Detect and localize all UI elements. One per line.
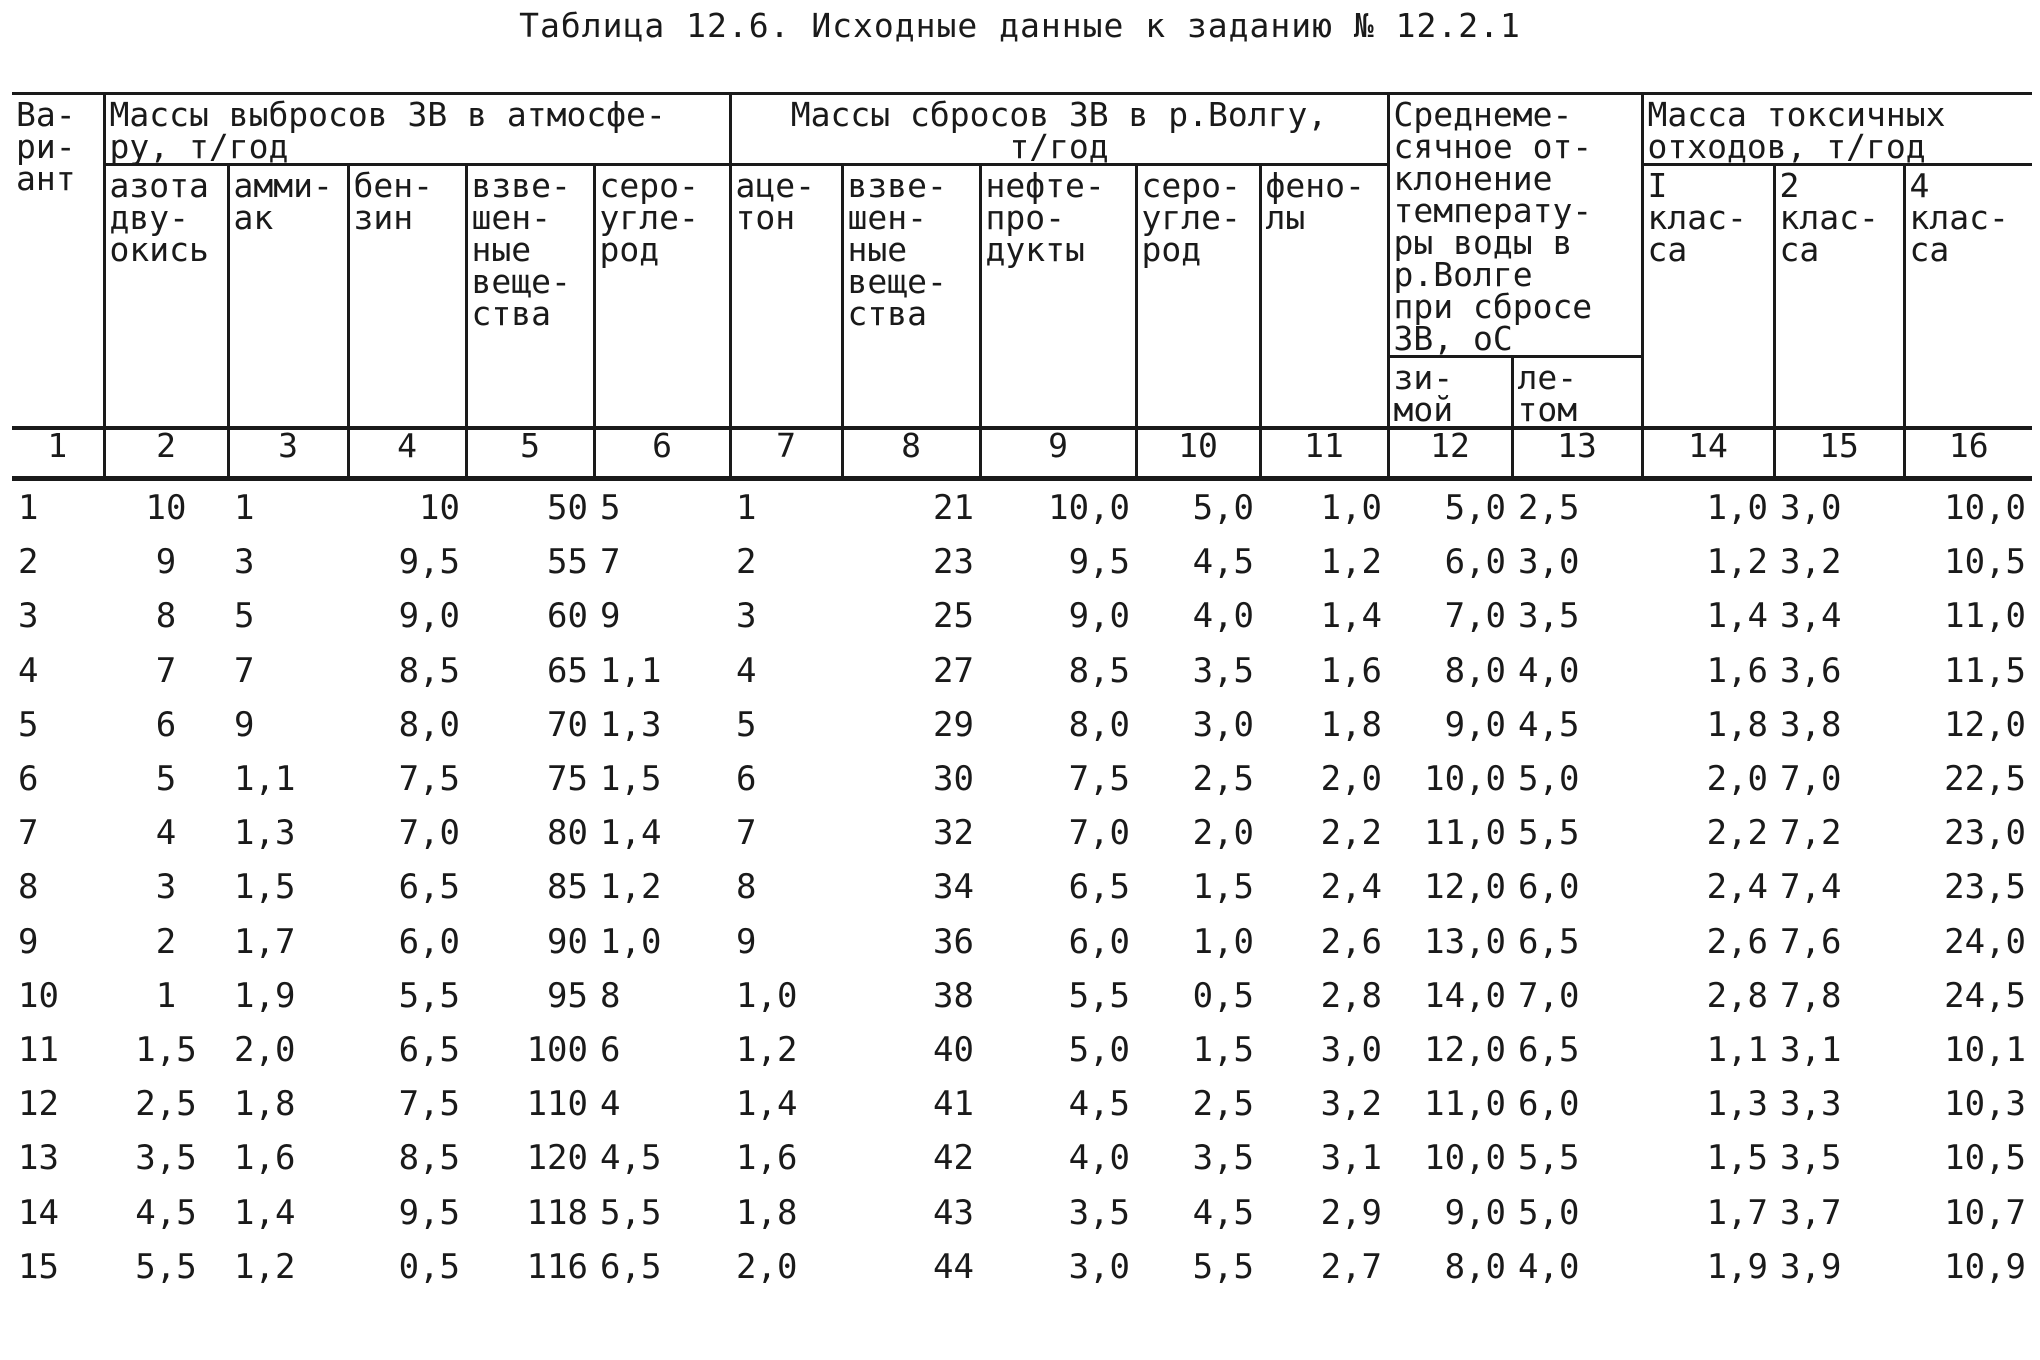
value-cell: 23,5 [1944,867,2026,908]
variant-number-cell: 6 [18,759,39,800]
value-cell: 118 [526,1192,588,1233]
value-cell: 1,0 [736,975,798,1016]
variant-number-cell: 9 [18,921,39,962]
column-number: 1 [12,428,104,479]
value-cell: 4,5 [1192,542,1254,583]
value-cell: 2,2 [1706,813,1768,854]
value-cell: 1,4 [736,1084,798,1125]
value-cell: 5 [234,596,255,637]
value-cell: 6,0 [1518,867,1580,908]
value-cell: 24,0 [1944,921,2026,962]
value-cell: 10,5 [1944,1138,2026,1179]
header-col-15: 2 клас- са [1774,165,1904,429]
value-cell: 60 [547,596,588,637]
column-number: 9 [980,428,1136,479]
value-cell: 75 [547,759,588,800]
value-cell: 4,5 [135,1192,197,1233]
value-cell: 24,5 [1944,975,2026,1016]
header-col-6: серо- угле- род [594,165,730,429]
value-cell: 3,6 [1780,650,1842,691]
value-cell: 65 [547,650,588,691]
value-cell: 2,9 [1320,1192,1382,1233]
value-cell: 95 [547,975,588,1016]
value-cell: 1 [736,488,757,529]
table-row [12,752,2032,806]
variant-number-cell: 4 [18,650,39,691]
column-number: 16 [1904,428,2032,479]
value-cell: 1,4 [234,1192,296,1233]
value-cell: 4,5 [600,1138,662,1179]
value-cell: 42 [933,1138,974,1179]
value-cell: 8,0 [1444,650,1506,691]
value-cell: 0,5 [1192,975,1254,1016]
value-cell: 4,0 [1068,1138,1130,1179]
variant-number-cell: 12 [18,1084,59,1125]
value-cell: 55 [547,542,588,583]
header-group-toxic-waste: Масса токсичных отходов, т/год [1642,94,2032,165]
table-row [12,1023,2032,1077]
value-cell: 1,6 [1706,650,1768,691]
value-cell: 5,0 [1192,488,1254,529]
value-cell: 3,8 [1780,704,1842,745]
value-cell: 7,2 [1780,813,1842,854]
value-cell: 10,0 [1424,759,1506,800]
value-cell: 7,0 [1780,759,1842,800]
value-cell: 36 [933,921,974,962]
value-cell: 2,6 [1320,921,1382,962]
value-cell: 1,3 [234,813,296,854]
column-number: 4 [348,428,466,479]
value-cell: 6 [155,704,177,745]
column-number: 14 [1642,428,1774,479]
header-group-air-emissions: Массы выбросов ЗВ в атмосфе- ру, т/год [104,94,730,165]
value-cell: 12,0 [1944,704,2026,745]
value-cell: 1,9 [1706,1246,1768,1287]
value-cell: 1,2 [600,867,662,908]
column-number: 8 [842,428,980,479]
value-cell: 5,5 [398,975,460,1016]
header-group-water-discharges: Массы сбросов ЗВ в р.Волгу, т/год [730,94,1388,165]
value-cell: 1,8 [1320,704,1382,745]
column-number: 6 [594,428,730,479]
value-cell: 4,0 [1518,650,1580,691]
value-cell: 7 [600,542,621,583]
value-cell: 3,5 [1068,1192,1130,1233]
header-col-12: зи- мой [1388,357,1512,429]
value-cell: 3,5 [1780,1138,1842,1179]
value-cell: 1,8 [1706,704,1768,745]
value-cell: 43 [933,1192,974,1233]
value-cell: 10 [419,488,460,529]
value-cell: 116 [526,1246,588,1287]
value-cell: 3,0 [1780,488,1842,529]
value-cell: 2,7 [1320,1246,1382,1287]
table-row [12,1131,2032,1185]
value-cell: 1,3 [1706,1084,1768,1125]
value-cell: 2,5 [1192,759,1254,800]
value-cell: 10,0 [1944,488,2026,529]
value-cell: 22,5 [1944,759,2026,800]
value-cell: 1,2 [1706,542,1768,583]
value-cell: 6,0 [1518,1084,1580,1125]
value-cell: 14,0 [1424,975,1506,1016]
value-cell: 38 [933,975,974,1016]
value-cell: 9,5 [1068,542,1130,583]
value-cell: 110 [526,1084,588,1125]
value-cell: 10,3 [1944,1084,2026,1125]
value-cell: 4,5 [1192,1192,1254,1233]
value-cell: 8,5 [398,1138,460,1179]
value-cell: 30 [933,759,974,800]
column-number: 12 [1388,428,1512,479]
variant-number-cell: 14 [18,1192,59,1233]
value-cell: 7,0 [1444,596,1506,637]
value-cell: 3,9 [1780,1246,1842,1287]
value-cell: 7,5 [398,759,460,800]
value-cell: 3,5 [1192,650,1254,691]
value-cell: 44 [933,1246,974,1287]
value-cell: 3 [736,596,757,637]
value-cell: 8 [600,975,621,1016]
table-title: Таблица 12.6. Исходные данные к заданию № 12.2.1 [519,6,1521,45]
variant-number-cell: 5 [18,704,39,745]
value-cell: 1,0 [1192,921,1254,962]
value-cell: 23 [933,542,974,583]
column-number: 15 [1774,428,1904,479]
value-cell: 6,0 [1068,921,1130,962]
value-cell: 7,0 [398,813,460,854]
value-cell: 12,0 [1424,867,1506,908]
value-cell: 8,5 [1068,650,1130,691]
value-cell: 2,5 [1518,488,1580,529]
column-number: 2 [104,428,228,479]
table-row [12,1077,2032,1131]
value-cell: 1,4 [1706,596,1768,637]
table-row [12,1185,2032,1239]
header-col-11: фено- лы [1260,165,1388,429]
value-cell: 85 [547,867,588,908]
value-cell: 34 [933,867,974,908]
value-cell: 1,1 [600,650,662,691]
header-col-4: бен- зин [348,165,466,429]
value-cell: 13,0 [1424,921,1506,962]
value-cell: 1,8 [736,1192,798,1233]
header-col-3: амми- ак [228,165,348,429]
value-cell: 40 [933,1029,974,1070]
variant-number-cell: 15 [18,1246,59,1287]
value-cell: 1,2 [234,1246,296,1287]
column-number: 11 [1260,428,1388,479]
value-cell: 2,0 [1320,759,1382,800]
value-cell: 2 [155,921,177,962]
variant-number-cell: 11 [18,1029,59,1070]
value-cell: 6 [736,759,757,800]
data-table [12,92,2032,1294]
value-cell: 1,6 [1320,650,1382,691]
value-cell: 1,3 [600,704,662,745]
value-cell: 4 [600,1084,621,1125]
value-cell: 5,5 [135,1246,197,1287]
value-cell: 2,4 [1320,867,1382,908]
value-cell: 9 [736,921,757,962]
value-cell: 120 [526,1138,588,1179]
value-cell: 8,0 [398,704,460,745]
value-cell: 4 [736,650,757,691]
table-row [12,698,2032,752]
value-cell: 8 [736,867,757,908]
value-cell: 9,5 [398,1192,460,1233]
header-col-16: 4 клас- са [1904,165,2032,429]
value-cell: 2,2 [1320,813,1382,854]
value-cell: 1,1 [234,759,296,800]
value-cell: 6,0 [398,921,460,962]
value-cell: 3,2 [1780,542,1842,583]
value-cell: 1,7 [1706,1192,1768,1233]
value-cell: 1,8 [234,1084,296,1125]
value-cell: 5,5 [1068,975,1130,1016]
value-cell: 1,4 [1320,596,1382,637]
header-col-14: I клас- са [1642,165,1774,429]
value-cell: 5,0 [1518,759,1580,800]
value-cell: 23,0 [1944,813,2026,854]
value-cell: 1,0 [600,921,662,962]
value-cell: 10,7 [1944,1192,2026,1233]
variant-number-cell: 13 [18,1138,59,1179]
value-cell: 5,5 [600,1192,662,1233]
value-cell: 1,1 [1706,1029,1768,1070]
variant-number-cell: 2 [18,542,39,583]
table-header [12,94,2032,479]
value-cell: 1,2 [736,1029,798,1070]
value-cell: 5 [736,704,757,745]
value-cell: 3,7 [1780,1192,1842,1233]
table-row [12,479,2032,536]
column-number: 5 [466,428,594,479]
value-cell: 32 [933,813,974,854]
value-cell: 1,7 [234,921,296,962]
value-cell: 11,0 [1944,596,2026,637]
column-number: 10 [1136,428,1260,479]
value-cell: 9 [155,542,177,583]
variant-number-cell: 7 [18,813,39,854]
value-cell: 50 [547,488,588,529]
table-row [12,535,2032,589]
value-cell: 100 [526,1029,588,1070]
variant-number-cell: 8 [18,867,39,908]
value-cell: 9,5 [398,542,460,583]
value-cell: 10 [145,488,187,529]
value-cell: 1,5 [234,867,296,908]
value-cell: 5,0 [1444,488,1506,529]
value-cell: 7 [736,813,757,854]
table-row [12,806,2032,860]
value-cell: 6,5 [1068,867,1130,908]
value-cell: 3 [234,542,255,583]
value-cell: 2,8 [1320,975,1382,1016]
value-cell: 12,0 [1424,1029,1506,1070]
value-cell: 5,0 [1518,1192,1580,1233]
column-number-row [12,428,2032,479]
value-cell: 6 [600,1029,621,1070]
value-cell: 1,5 [1706,1138,1768,1179]
value-cell: 80 [547,813,588,854]
value-cell: 11,0 [1424,813,1506,854]
value-cell: 6,5 [1518,1029,1580,1070]
header-col-9: нефте- про- дукты [980,165,1136,429]
value-cell: 2,0 [1706,759,1768,800]
table-row [12,915,2032,969]
value-cell: 3,5 [135,1138,197,1179]
value-cell: 6,5 [398,1029,460,1070]
value-cell: 6,0 [1444,542,1506,583]
value-cell: 5,5 [1518,1138,1580,1179]
table-row [12,589,2032,643]
value-cell: 1,2 [1320,542,1382,583]
header-group-temperature: Среднеме- сячное от- клонение температу- ры воды в р.Волге при сбросе ЗВ, оС [1388,94,1642,357]
column-number: 13 [1512,428,1642,479]
value-cell: 29 [933,704,974,745]
header-col-2: азота дву- окись [104,165,228,429]
value-cell: 21 [933,488,974,529]
value-cell: 1,5 [1192,867,1254,908]
value-cell: 9,0 [1444,704,1506,745]
value-cell: 9,0 [398,596,460,637]
header-col-7: аце- тон [730,165,842,429]
value-cell: 10,1 [1944,1029,2026,1070]
value-cell: 4,5 [1518,704,1580,745]
value-cell: 8,5 [398,650,460,691]
value-cell: 1,6 [234,1138,296,1179]
value-cell: 3,5 [1192,1138,1254,1179]
value-cell: 3,2 [1320,1084,1382,1125]
value-cell: 7,0 [1068,813,1130,854]
value-cell: 3,5 [1518,596,1580,637]
value-cell: 10,5 [1944,542,2026,583]
table-body [12,479,2032,1294]
value-cell: 7 [155,650,177,691]
value-cell: 41 [933,1084,974,1125]
value-cell: 2 [736,542,757,583]
value-cell: 10,0 [1424,1138,1506,1179]
value-cell: 1,4 [600,813,662,854]
header-col-8: взве- шен- ные веще- ства [842,165,980,429]
value-cell: 90 [547,921,588,962]
value-cell: 1,5 [135,1029,197,1070]
value-cell: 1 [155,975,177,1016]
value-cell: 10,9 [1944,1246,2026,1287]
value-cell: 5,5 [1518,813,1580,854]
value-cell: 3,1 [1780,1029,1842,1070]
value-cell: 9 [600,596,621,637]
table-row [12,860,2032,914]
value-cell: 7,8 [1780,975,1842,1016]
value-cell: 1,9 [234,975,296,1016]
value-cell: 25 [933,596,974,637]
value-cell: 4,5 [1068,1084,1130,1125]
value-cell: 3,0 [1320,1029,1382,1070]
variant-number-cell: 3 [18,596,39,637]
value-cell: 5,5 [1192,1246,1254,1287]
column-number: 7 [730,428,842,479]
value-cell: 6,5 [600,1246,662,1287]
value-cell: 3,3 [1780,1084,1842,1125]
value-cell: 2,0 [1192,813,1254,854]
table-row [12,1240,2032,1294]
value-cell: 9,0 [1068,596,1130,637]
value-cell: 7,4 [1780,867,1842,908]
value-cell: 3 [155,867,177,908]
header-col-13: ле- том [1512,357,1642,429]
value-cell: 3,0 [1068,1246,1130,1287]
header-variant: Ва- ри- ант [12,94,104,429]
value-cell: 2,0 [736,1246,798,1287]
value-cell: 1 [234,488,255,529]
value-cell: 2,5 [1192,1084,1254,1125]
value-cell: 3,0 [1192,704,1254,745]
value-cell: 1,6 [736,1138,798,1179]
header-col-5: взве- шен- ные веще- ства [466,165,594,429]
value-cell: 3,4 [1780,596,1842,637]
value-cell: 5 [155,759,177,800]
value-cell: 2,0 [234,1029,296,1070]
value-cell: 9 [234,704,255,745]
column-number: 3 [228,428,348,479]
value-cell: 10,0 [1048,488,1130,529]
value-cell: 3,0 [1518,542,1580,583]
value-cell: 8 [155,596,177,637]
variant-number-cell: 1 [18,488,39,529]
value-cell: 2,6 [1706,921,1768,962]
value-cell: 7 [234,650,255,691]
value-cell: 7,6 [1780,921,1842,962]
value-cell: 4,0 [1518,1246,1580,1287]
table-row [12,969,2032,1023]
value-cell: 6,5 [1518,921,1580,962]
value-cell: 1,0 [1320,488,1382,529]
header-col-10: серо- угле- род [1136,165,1260,429]
value-cell: 27 [933,650,974,691]
variant-number-cell: 10 [18,975,59,1016]
value-cell: 8,0 [1068,704,1130,745]
value-cell: 5,0 [1068,1029,1130,1070]
value-cell: 8,0 [1444,1246,1506,1287]
value-cell: 9,0 [1444,1192,1506,1233]
value-cell: 70 [547,704,588,745]
value-cell: 7,5 [398,1084,460,1125]
value-cell: 5 [600,488,621,529]
value-cell: 1,0 [1706,488,1768,529]
value-cell: 4 [155,813,177,854]
value-cell: 6,5 [398,867,460,908]
value-cell: 2,5 [135,1084,197,1125]
value-cell: 2,8 [1706,975,1768,1016]
value-cell: 2,4 [1706,867,1768,908]
value-cell: 11,5 [1944,650,2026,691]
value-cell: 0,5 [398,1246,460,1287]
value-cell: 3,1 [1320,1138,1382,1179]
value-cell: 7,5 [1068,759,1130,800]
value-cell: 1,5 [1192,1029,1254,1070]
value-cell: 11,0 [1424,1084,1506,1125]
table-row [12,644,2032,698]
value-cell: 1,5 [600,759,662,800]
value-cell: 7,0 [1518,975,1580,1016]
value-cell: 4,0 [1192,596,1254,637]
